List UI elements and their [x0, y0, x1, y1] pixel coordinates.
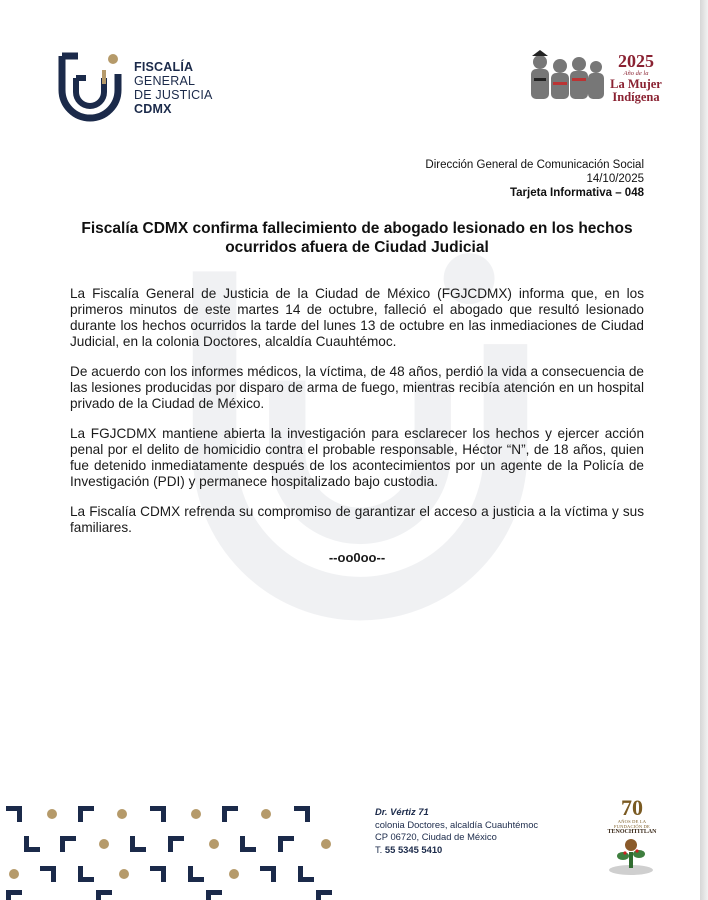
- address-phone-row: [375, 844, 538, 857]
- indigenous-women-illustration: [522, 48, 608, 102]
- seal-city: TENOCHTITLAN: [607, 829, 657, 835]
- fgj-logo-icon: [56, 50, 126, 128]
- card-label: Tarjeta Informativa – 048: [509, 187, 644, 199]
- badge-line-2: Indígena: [612, 90, 660, 104]
- document-body: [70, 286, 644, 566]
- footer-address: [375, 806, 538, 856]
- seal-small-text: AÑOS DE LA FUNDACIÓN DE: [613, 819, 651, 829]
- badge-line-1: La Mujer: [610, 77, 662, 91]
- page-edge-shadow: [700, 0, 708, 900]
- badge-year: 2025: [618, 51, 654, 71]
- logo-line-4: CDMX: [134, 102, 172, 116]
- address-neighborhood: colonia Doctores, alcaldía Cuauhtémoc: [375, 818, 539, 830]
- eagle-cactus-emblem: [606, 836, 656, 876]
- address-street: Dr. Vértiz 71: [375, 806, 429, 817]
- paragraph-4: La Fiscalía CDMX refrenda su compromiso de garantizar el acceso a justicia a la víctima y sus familiares.: [70, 504, 644, 535]
- fgj-logo-text: [134, 60, 213, 116]
- logo-line-3: DE JUSTICIA: [134, 88, 213, 102]
- document-title: Fiscalía CDMX confirma fallecimiento de abogado lesionado en los hechos ocurridos afuera de Ciudad Judicial: [81, 220, 633, 256]
- department-name: Dirección General de Comunicación Social: [425, 159, 644, 171]
- address-postal: CP 06720, Ciudad de México: [375, 831, 497, 842]
- document-date: 14/10/2025: [586, 173, 644, 185]
- phone-prefix: T.: [375, 843, 383, 855]
- closing-mark: --oo0oo--: [328, 550, 386, 565]
- seal-number: 70: [621, 795, 643, 820]
- tenochtitlan-70-seal: [604, 797, 660, 836]
- logo-line-2: GENERAL: [134, 74, 196, 88]
- footer-decorative-pattern: [0, 800, 345, 900]
- year-badge: [608, 52, 664, 104]
- header-meta: [425, 158, 644, 200]
- paragraph-1: La Fiscalía General de Justicia de la Ciudad de México (FGJCDMX) informa que, en los primeros minutos de este martes 14 de octubre, falleció el abogado que resultó lesionado durante los hechos ocurridos la tarde del lunes 13 de octubre en las inmediaciones de Ciudad Judicial, en la colonia Doctores, alcaldía Cuauhtémoc.: [70, 286, 644, 349]
- paragraph-3: La FGJCDMX mantiene abierta la investigación para esclarecer los hechos y ejercer acción penal por el delito de homicidio contra el probable responsable, Héctor “N”, de 18 años, quien fue detenido inmediatamente después de los acontecimientos por un agente de la Policía de Investigación (PDI) y permanece hospitalizado bajo custodia.: [70, 426, 644, 489]
- logo-line-1: FISCALÍA: [134, 60, 194, 74]
- badge-subtitle: Año de la: [623, 70, 649, 77]
- phone-number: 55 5345 5410: [384, 843, 443, 855]
- paragraph-2: De acuerdo con los informes médicos, la víctima, de 48 años, perdió la vida a consecuencia de las lesiones producidas por disparo de arma de fuego, mientras recibía atención en un hospital privado de la Ciudad de México.: [70, 364, 644, 411]
